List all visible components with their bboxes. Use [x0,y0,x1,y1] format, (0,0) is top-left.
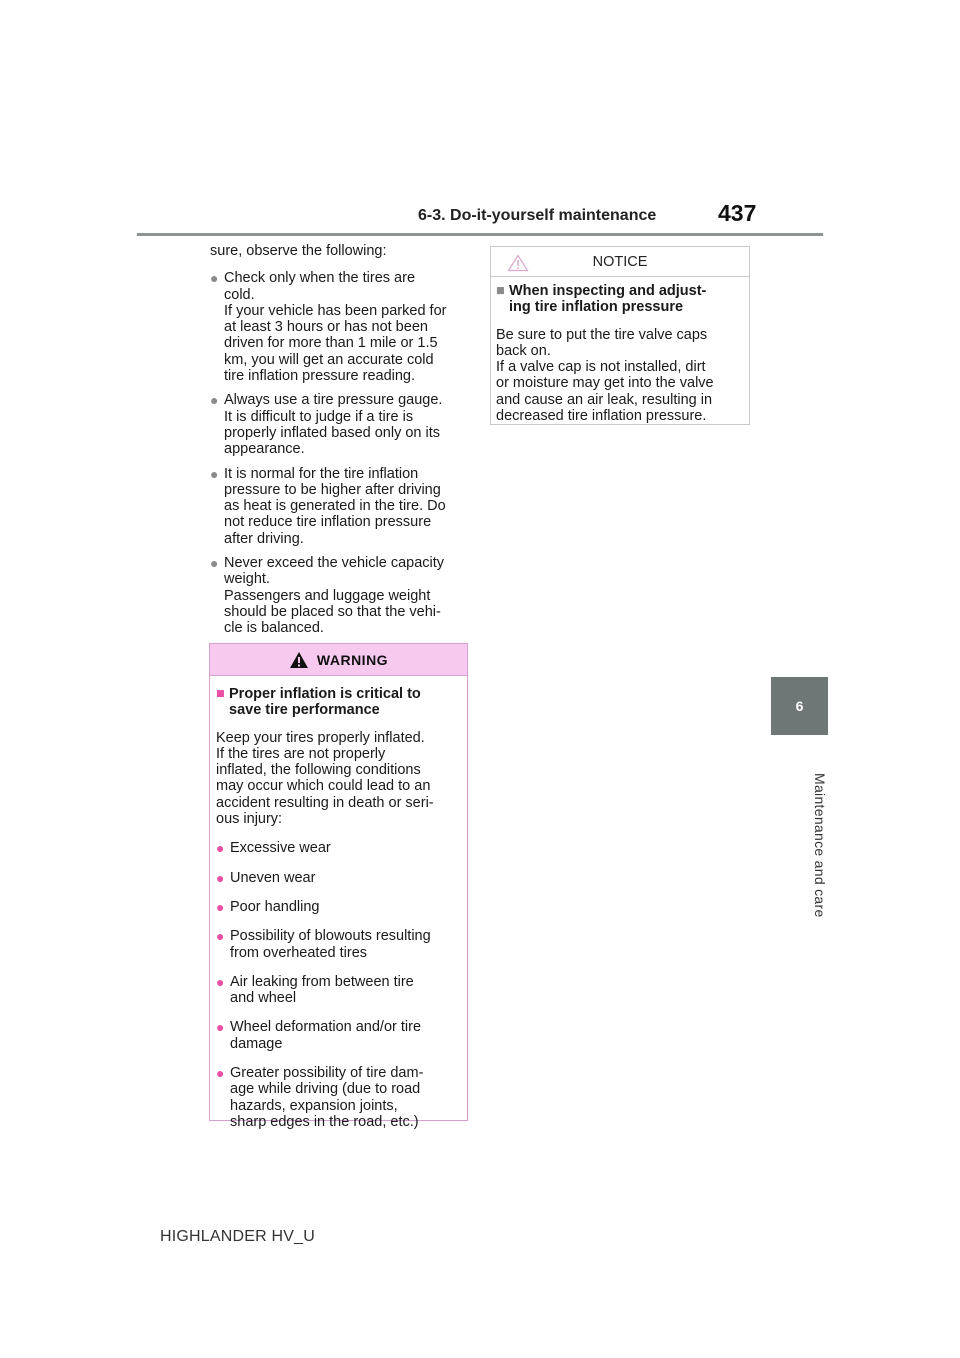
bullet-icon: ● [210,270,219,287]
text-line: Be sure to put the tire valve caps [496,326,708,343]
warning-items [216,840,461,1130]
text-line: age while driving (due to road [230,1081,421,1098]
warning-square-icon: ■ [216,686,225,702]
warning-box [209,643,468,1130]
page-number: 437 [718,200,757,226]
text-line: weight. [224,571,270,588]
warning-heading-line-2: save tire performance [229,702,380,719]
text-line: accident resulting in death or seri- [216,794,434,811]
warning-heading-line-1: Proper inflation is critical to [229,686,421,702]
list-item [216,1019,461,1052]
footer-model: HIGHLANDER HV_U [160,1228,316,1245]
bullet-icon: ● [216,973,225,990]
list-item [210,466,470,547]
bullet-text [230,974,414,1006]
notice-heading [496,283,744,316]
bullet-text [230,870,315,886]
list-item [210,392,470,457]
notice-header [491,247,749,277]
text-line: as heat is generated in the tire. Do [224,498,446,515]
text-line: Check only when the tires are [224,270,416,287]
notice-label: NOTICE [592,253,648,270]
section-title: 6-3. Do-it-yourself maintenance [418,207,657,224]
warning-triangle-icon [289,651,309,669]
bullet-icon: ● [216,869,225,886]
list-item [216,928,461,961]
list-item [216,1065,461,1130]
text-line: km, you will get an accurate cold [224,351,434,368]
notice-square-icon: ■ [496,283,505,299]
notice-body [491,277,749,424]
text-line: Poor handling [230,898,320,915]
text-line: Wheel deformation and/or tire [230,1019,422,1036]
text-line: from overheated tires [230,944,368,961]
text-line: It is difficult to judge if a tire is [224,408,414,425]
text-line: Possibility of blowouts resulting [230,928,431,945]
text-line: tire inflation pressure reading. [224,368,416,385]
bullet-icon: ● [216,840,225,857]
text-line: sharp edges in the road, etc.) [230,1113,419,1130]
list-item [216,840,461,856]
list-item [210,555,470,636]
text-line: Excessive wear [230,840,331,857]
bullet-icon: ● [210,392,219,409]
left-column [210,243,470,645]
text-line: It is normal for the tire inflation [224,465,419,482]
notice-paragraph [496,327,744,425]
chapter-title: Maintenance and care [812,772,828,918]
caution-triangle-icon [507,254,529,272]
bullet-icon: ● [216,1065,225,1082]
bullet-text [224,555,444,636]
bullet-text [230,840,331,856]
text-line: or moisture may get into the valve [496,375,714,392]
warning-header [210,644,467,676]
text-line: If a valve cap is not installed, dirt [496,359,706,376]
bullet-text [230,1019,421,1051]
bullet-icon: ● [216,898,225,915]
bullet-text [230,1065,423,1130]
bullet-text [230,928,431,960]
bullet-icon: ● [216,928,225,945]
text-line: pressure to be higher after driving [224,481,441,498]
chapter-tab: 6 [771,677,828,735]
bullet-icon: ● [210,555,219,572]
text-line: properly inflated based only on its [224,424,441,441]
text-line: Air leaking from between tire [230,973,414,990]
text-line: and cause an air leak, resulting in [496,391,713,408]
text-line: back on. [496,342,551,359]
intro-text: sure, observe the following: [210,243,387,259]
warning-body [210,676,467,1130]
text-line: damage [230,1035,283,1052]
text-line: Greater possibility of tire dam- [230,1065,424,1082]
notice-box [490,246,750,425]
bullet-icon: ● [210,465,219,482]
text-line: decreased tire inflation pressure. [496,408,707,425]
text-line: hazards, expansion joints, [230,1097,398,1114]
bullet-text [224,466,446,547]
warning-label: WARNING [316,651,389,668]
text-line: If the tires are not properly [216,745,386,762]
list-item [216,974,461,1007]
bullet-text [224,270,446,384]
text-line: inflated, the following conditions [216,762,421,779]
bullet-text [230,899,320,915]
list-item [210,270,470,384]
text-line: should be placed so that the vehi- [224,603,441,620]
text-line: Never exceed the vehicle capacity [224,555,445,572]
notice-heading-line-2: ing tire inflation pressure [509,299,684,316]
text-line: Always use a tire pressure gauge. [224,392,443,409]
header-rule [137,233,823,236]
text-line: If your vehicle has been parked for [224,302,447,319]
text-line: and wheel [230,990,297,1007]
list-item [216,899,461,915]
text-line: at least 3 hours or has not been [224,319,428,336]
text-line: appearance. [224,441,305,458]
warning-heading [216,686,461,719]
bullet-list [210,270,470,636]
text-line: ous injury: [216,811,283,828]
bullet-text [224,392,442,457]
warning-paragraph [216,730,461,828]
text-line: after driving. [224,530,304,547]
text-line: Uneven wear [230,869,316,886]
text-line: driven for more than 1 mile or 1.5 [224,335,438,352]
text-line: Keep your tires properly inflated. [216,729,425,746]
text-line: not reduce tire inflation pressure [224,514,432,531]
text-line: cle is balanced. [224,620,324,637]
bullet-icon: ● [216,1019,225,1036]
text-line: cold. [224,286,255,303]
text-line: may occur which could lead to an [216,778,431,795]
notice-heading-line-1: When inspecting and adjust- [509,283,707,299]
text-line: Passengers and luggage weight [224,587,431,604]
list-item [216,870,461,886]
